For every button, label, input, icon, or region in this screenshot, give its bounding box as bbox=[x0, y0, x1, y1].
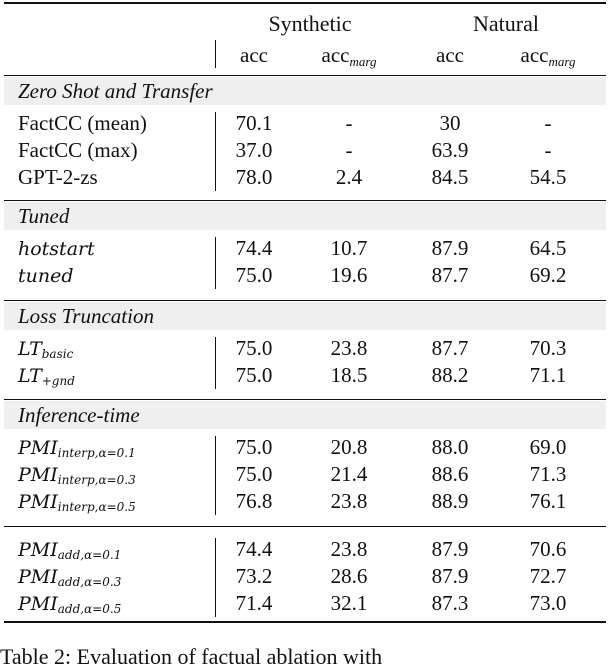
method-subscript: interp,α=0.3 bbox=[57, 473, 136, 487]
synthetic-acc-cell: 71.4 bbox=[235, 591, 273, 615]
synthetic-acc-marg-cell: 32.1 bbox=[330, 591, 368, 615]
column-divider bbox=[215, 40, 216, 68]
natural-acc-marg-cell: - bbox=[544, 138, 552, 162]
natural-acc-marg-cell: 71.1 bbox=[529, 363, 567, 387]
method-math: $PMI_{interp,\alpha=0.1}$ bbox=[18, 437, 136, 460]
col-acc-marg-synthetic: accmarg bbox=[321, 43, 377, 69]
table-row bbox=[0, 262, 608, 288]
natural-acc-cell: 87.9 bbox=[431, 537, 469, 561]
synthetic-acc-cell: 76.8 bbox=[235, 489, 273, 513]
natural-acc-marg-cell: 70.3 bbox=[529, 336, 567, 360]
natural-acc-cell: 30 bbox=[439, 111, 461, 135]
table-row bbox=[0, 235, 608, 261]
natural-acc-cell: 87.3 bbox=[431, 591, 469, 615]
synthetic-acc-marg-cell: 10.7 bbox=[330, 236, 368, 260]
synthetic-acc-marg-cell: 23.8 bbox=[330, 537, 368, 561]
table-row bbox=[0, 110, 608, 136]
section-title: Zero Shot and Transfer bbox=[18, 79, 213, 103]
synthetic-acc-cell: 74.4 bbox=[235, 537, 273, 561]
natural-acc-marg-cell: 71.3 bbox=[529, 462, 567, 486]
method-name bbox=[18, 590, 121, 622]
synthetic-acc-marg-cell: 20.8 bbox=[330, 435, 368, 459]
section-title: Inference-time bbox=[18, 403, 140, 427]
synthetic-acc-marg-cell: 21.4 bbox=[330, 462, 368, 486]
synthetic-acc-cell: 73.2 bbox=[235, 564, 273, 588]
synthetic-acc-cell: 75.0 bbox=[235, 263, 273, 287]
natural-acc-cell: 87.9 bbox=[431, 236, 469, 260]
synthetic-acc-marg-cell: 18.5 bbox=[330, 363, 368, 387]
table-row bbox=[0, 362, 608, 388]
method-subscript: +gnd bbox=[41, 374, 75, 388]
table-row bbox=[0, 137, 608, 163]
table-row bbox=[0, 434, 608, 460]
column-header-row bbox=[0, 42, 608, 68]
synthetic-acc-marg-cell: 28.6 bbox=[330, 564, 368, 588]
group-synthetic-header: Synthetic bbox=[268, 11, 352, 36]
method-math: hotstart bbox=[18, 238, 95, 260]
method-math: $PMI_{add,\alpha=0.1}$ bbox=[18, 539, 122, 562]
table-row bbox=[0, 164, 608, 190]
natural-acc-marg-cell: - bbox=[544, 111, 552, 135]
method-subscript: basic bbox=[41, 347, 74, 361]
synthetic-acc-marg-cell: 19.6 bbox=[330, 263, 368, 287]
natural-acc-cell: 87.7 bbox=[431, 263, 469, 287]
section-title: Loss Truncation bbox=[18, 304, 154, 328]
synthetic-acc-cell: 75.0 bbox=[235, 363, 273, 387]
group-natural-header: Natural bbox=[473, 11, 539, 36]
method-name: FactCC (max) bbox=[18, 138, 138, 162]
table-row bbox=[0, 590, 608, 616]
natural-acc-cell: 88.0 bbox=[431, 435, 469, 459]
synthetic-acc-marg-cell: 23.8 bbox=[330, 336, 368, 360]
bottom-rule bbox=[4, 621, 606, 623]
section-header-band bbox=[4, 202, 606, 230]
synthetic-acc-cell: 37.0 bbox=[235, 138, 273, 162]
natural-acc-marg-cell: 64.5 bbox=[529, 236, 567, 260]
natural-acc-cell: 84.5 bbox=[431, 165, 469, 189]
method-name bbox=[18, 262, 74, 289]
method-subscript: add,α=0.3 bbox=[57, 575, 122, 589]
section-rule bbox=[4, 75, 606, 76]
synthetic-acc-cell: 75.0 bbox=[235, 435, 273, 459]
method-math: $LT_{basic}$ bbox=[18, 338, 74, 361]
method-math: $LT_{+gnd}$ bbox=[18, 365, 75, 388]
natural-acc-marg-cell: 54.5 bbox=[529, 165, 567, 189]
synthetic-acc-marg-cell: - bbox=[345, 138, 353, 162]
table-row bbox=[0, 563, 608, 589]
section-rule bbox=[4, 526, 606, 527]
col-acc-natural: acc bbox=[436, 43, 464, 67]
section-rule bbox=[4, 200, 606, 201]
section-title: Tuned bbox=[18, 204, 70, 228]
synthetic-acc-cell: 75.0 bbox=[235, 336, 273, 360]
natural-acc-marg-cell: 73.0 bbox=[529, 591, 567, 615]
natural-acc-cell: 87.9 bbox=[431, 564, 469, 588]
method-subscript: interp,α=0.5 bbox=[57, 500, 136, 514]
section-rule bbox=[4, 399, 606, 400]
method-name: GPT-2-zs bbox=[18, 165, 98, 189]
synthetic-acc-cell: 74.4 bbox=[235, 236, 273, 260]
method-name bbox=[18, 235, 95, 262]
synthetic-acc-marg-cell: - bbox=[345, 111, 353, 135]
table-row bbox=[0, 536, 608, 562]
natural-acc-marg-cell: 72.7 bbox=[529, 564, 567, 588]
method-math: $PMI_{add,\alpha=0.3}$ bbox=[18, 566, 122, 589]
table-caption: Table 2: Evaluation of factual ablation with bbox=[0, 644, 383, 669]
natural-acc-marg-cell: 69.2 bbox=[529, 263, 567, 287]
method-subscript: interp,α=0.1 bbox=[57, 446, 136, 460]
method-name bbox=[18, 362, 75, 394]
synthetic-acc-cell: 78.0 bbox=[235, 165, 273, 189]
method-math: $PMI_{interp,\alpha=0.3}$ bbox=[18, 464, 136, 487]
method-subscript: add,α=0.1 bbox=[57, 548, 122, 562]
method-name: FactCC (mean) bbox=[18, 111, 147, 135]
method-math: $PMI_{add,\alpha=0.5}$ bbox=[18, 593, 122, 616]
section-rule bbox=[4, 300, 606, 301]
natural-acc-cell: 88.6 bbox=[431, 462, 469, 486]
table-row bbox=[0, 335, 608, 361]
method-math: $PMI_{interp,\alpha=0.5}$ bbox=[18, 491, 136, 514]
natural-acc-cell: 87.7 bbox=[431, 336, 469, 360]
col-acc-synthetic: acc bbox=[240, 43, 268, 67]
natural-acc-cell: 63.9 bbox=[431, 138, 469, 162]
natural-acc-cell: 88.2 bbox=[431, 363, 469, 387]
natural-acc-marg-cell: 76.1 bbox=[529, 489, 567, 513]
synthetic-acc-cell: 75.0 bbox=[235, 462, 273, 486]
col-acc-marg-natural: accmarg bbox=[520, 43, 576, 69]
table-row bbox=[0, 461, 608, 487]
method-math: tuned bbox=[18, 265, 74, 287]
method-name bbox=[18, 488, 136, 520]
synthetic-acc-marg-cell: 23.8 bbox=[330, 489, 368, 513]
top-rule bbox=[4, 2, 606, 4]
natural-acc-marg-cell: 69.0 bbox=[529, 435, 567, 459]
synthetic-acc-cell: 70.1 bbox=[235, 111, 273, 135]
natural-acc-cell: 88.9 bbox=[431, 489, 469, 513]
method-subscript: add,α=0.5 bbox=[57, 602, 122, 616]
table-row bbox=[0, 488, 608, 514]
synthetic-acc-marg-cell: 2.4 bbox=[335, 165, 363, 189]
natural-acc-marg-cell: 70.6 bbox=[529, 537, 567, 561]
